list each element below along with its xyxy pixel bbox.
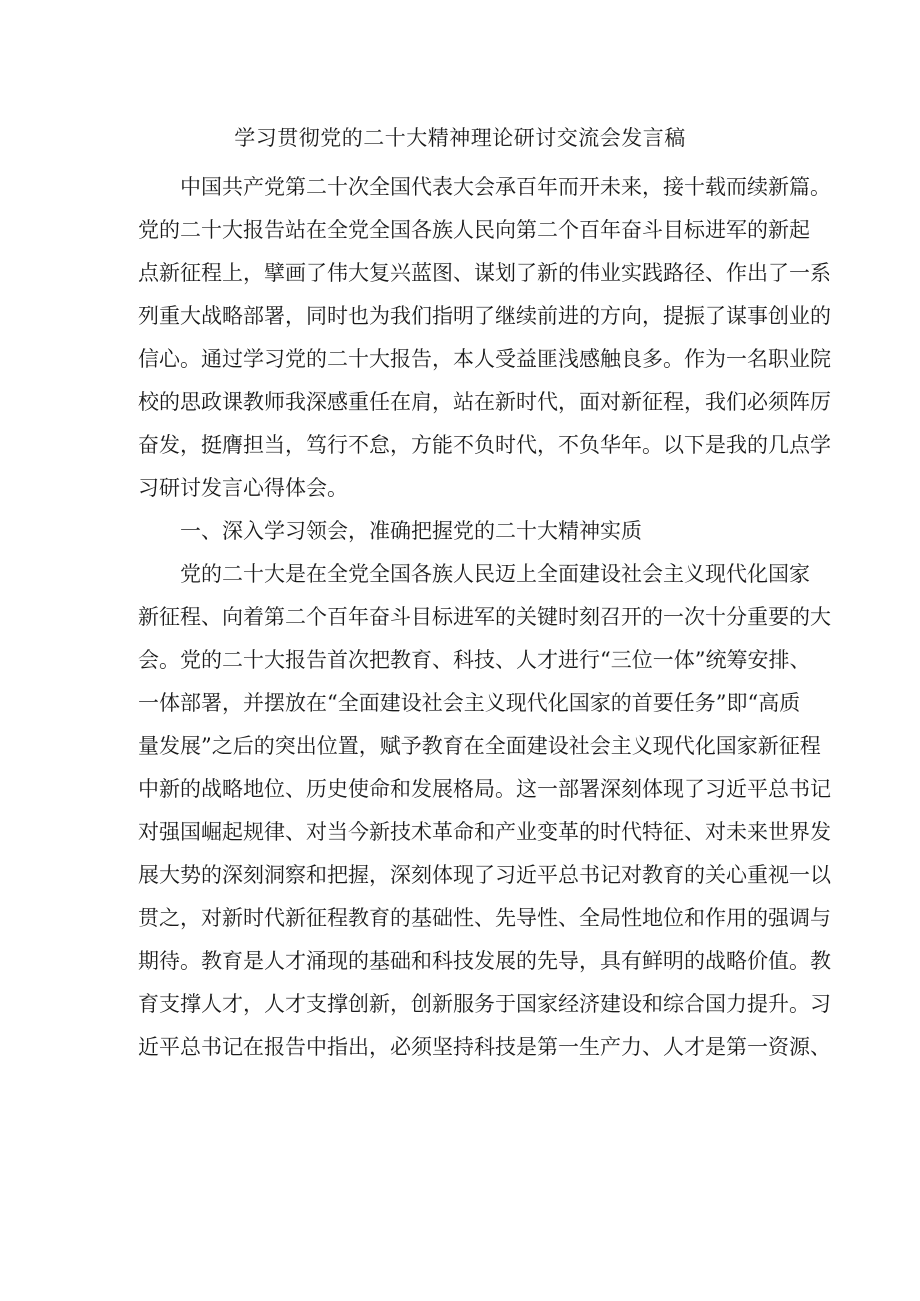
paragraph-2-line-10: 期待。教育是人才涌现的基础和科技发展的先导，具有鲜明的战略价值。教	[138, 949, 831, 973]
paragraph-2-line-3: 会。党的二十大报告首次把教育、科技、人才进行“三位一体”统筹安排、	[138, 648, 811, 672]
paragraph-2-line-8: 展大势的深刻洞察和把握，深刻体现了习近平总书记对教育的关心重视一以	[138, 863, 831, 887]
paragraph-2-line-5: 量发展”之后的突出位置，赋予教育在全面建设社会主义现代化国家新征程	[138, 734, 821, 758]
paragraph-2-line-12: 近平总书记在报告中指出，必须坚持科技是第一生产力、人才是第一资源、	[138, 1035, 831, 1059]
paragraph-2-line-11: 育支撑人才，人才支撑创新，创新服务于国家经济建设和综合国力提升。习	[138, 992, 831, 1016]
paragraph-1-line-8: 习研讨发言心得体会。	[138, 476, 348, 500]
paragraph-2-line-1: 党的二十大是在全党全国各族人民迈上全面建设社会主义现代化国家	[180, 562, 810, 586]
paragraph-1-line-2: 党的二十大报告站在全党全国各族人民向第二个百年奋斗目标进军的新起	[138, 218, 810, 242]
paragraph-1-line-6: 校的思政课教师我深感重任在肩，站在新时代，面对新征程，我们必须阵厉	[138, 390, 831, 414]
paragraph-1-line-7: 奋发，挺膺担当，笃行不怠，方能不负时代，不负华年。以下是我的几点学	[138, 433, 831, 457]
paragraph-1-line-4: 列重大战略部署，同时也为我们指明了继续前进的方向，提振了谋事创业的	[138, 304, 831, 328]
paragraph-1-line-5: 信心。通过学习党的二十大报告，本人受益匪浅感触良多。作为一名职业院	[138, 347, 831, 371]
paragraph-1-line-1: 中国共产党第二十次全国代表大会承百年而开未来，接十载而续新篇。	[180, 175, 831, 199]
paragraph-2-line-2: 新征程、向着第二个百年奋斗目标进军的关键时刻召开的一次十分重要的大	[138, 605, 831, 629]
paragraph-2-line-7: 对强国崛起规律、对当今新技术革命和产业变革的时代特征、对未来世界发	[138, 820, 831, 844]
paragraph-2-line-9: 贯之，对新时代新征程教育的基础性、先导性、全局性地位和作用的强调与	[138, 906, 831, 930]
paragraph-1-line-3: 点新征程上，擘画了伟大复兴蓝图、谋划了新的伟业实践路径、作出了一系	[138, 261, 831, 285]
section-1-heading: 一、深入学习领会，准确把握党的二十大精神实质	[180, 519, 642, 543]
paragraph-2-line-4: 一体部署，并摆放在“全面建设社会主义现代化国家的首要任务”即“高质	[138, 691, 801, 715]
paragraph-2-line-6: 中新的战略地位、历史使命和发展格局。这一部署深刻体现了习近平总书记	[138, 777, 831, 801]
document-title: 学习贯彻党的二十大精神理论研讨交流会发言稿	[234, 126, 686, 150]
